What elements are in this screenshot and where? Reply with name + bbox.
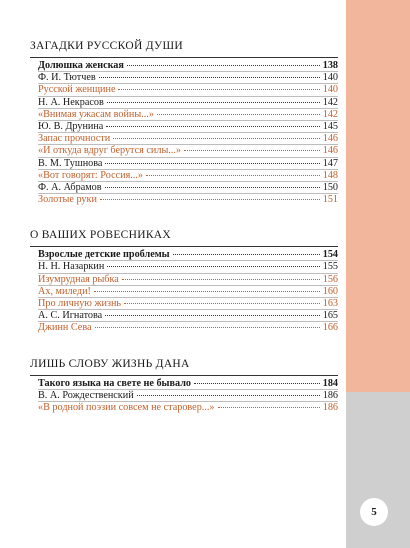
entry-page-number: 145 bbox=[322, 120, 338, 132]
toc-entry[interactable] bbox=[30, 402, 338, 413]
dot-leader bbox=[105, 187, 320, 188]
entry-title: Н. А. Некрасов bbox=[38, 96, 104, 108]
entry-page-number: 156 bbox=[322, 273, 338, 285]
entry-page-number: 163 bbox=[322, 298, 338, 309]
dot-leader bbox=[99, 77, 320, 78]
entry-title: Н. Н. Назаркин bbox=[38, 261, 105, 273]
toc-entry[interactable] bbox=[30, 390, 338, 401]
dot-leader bbox=[107, 266, 319, 267]
toc-entry[interactable] bbox=[30, 322, 338, 333]
toc-entry[interactable] bbox=[30, 97, 338, 108]
section-spacer bbox=[30, 334, 338, 356]
entry-title: Взрослые детские проблемы bbox=[38, 249, 170, 261]
dot-leader bbox=[95, 327, 320, 328]
toc-entry[interactable] bbox=[30, 109, 338, 120]
dot-leader bbox=[218, 407, 320, 408]
toc-entry[interactable] bbox=[30, 158, 338, 169]
entry-page-number: 146 bbox=[322, 145, 338, 157]
section-spacer bbox=[30, 205, 338, 227]
entry-page-number: 147 bbox=[322, 157, 338, 169]
toc-entry[interactable] bbox=[30, 84, 338, 95]
dot-leader bbox=[124, 303, 320, 304]
dot-leader bbox=[137, 395, 320, 396]
entry-page-number: 151 bbox=[322, 194, 338, 206]
toc-entry[interactable] bbox=[30, 182, 338, 193]
entry-page-number: 166 bbox=[322, 322, 338, 334]
entry-title: Ю. В. Друнина bbox=[38, 120, 104, 132]
toc-entry[interactable] bbox=[30, 121, 338, 132]
entry-title: Запас прочности bbox=[38, 133, 111, 145]
entry-title: Русской женщине bbox=[38, 84, 116, 96]
entry-page-number: 148 bbox=[322, 169, 338, 181]
section-title: ЛИШЬ СЛОВУ ЖИЗНЬ ДАНА bbox=[30, 357, 190, 370]
entry-title: Такого языка на свете не бывало bbox=[38, 377, 192, 389]
entry-title: «В родной поэзии совсем не старовер...» bbox=[38, 401, 215, 413]
dot-leader bbox=[184, 150, 320, 151]
toc-entry[interactable] bbox=[30, 249, 338, 260]
toc-entry[interactable] bbox=[30, 378, 338, 389]
entry-page-number: 186 bbox=[322, 389, 338, 401]
toc-entry[interactable] bbox=[30, 286, 338, 297]
table-of-contents bbox=[30, 38, 338, 413]
toc-entry[interactable] bbox=[30, 133, 338, 144]
dot-leader bbox=[194, 383, 320, 384]
entry-title: А. С. Игнатова bbox=[38, 310, 103, 322]
dot-leader bbox=[100, 199, 320, 200]
toc-entry[interactable] bbox=[30, 145, 338, 156]
entry-title: Золотые руки bbox=[38, 194, 97, 206]
section-title: ЗАГАДКИ РУССКОЙ ДУШИ bbox=[30, 40, 183, 52]
entry-title: Про личную жизнь bbox=[38, 298, 122, 309]
entry-page-number: 155 bbox=[322, 261, 338, 273]
entry-page-number: 140 bbox=[322, 84, 338, 96]
toc-entry[interactable] bbox=[30, 261, 338, 272]
section-title: О ВАШИХ РОВЕСНИКАХ bbox=[30, 229, 172, 242]
entry-page-number: 186 bbox=[322, 401, 338, 413]
toc-section bbox=[30, 356, 338, 414]
section-divider bbox=[30, 246, 338, 247]
section-divider bbox=[30, 57, 338, 58]
entry-title: Изумрудная рыбка bbox=[38, 273, 119, 285]
toc-entry[interactable] bbox=[30, 60, 338, 71]
entry-page-number: 160 bbox=[322, 285, 338, 297]
entry-title: Ф. И. Тютчев bbox=[38, 72, 96, 84]
entry-page-number: 146 bbox=[322, 133, 338, 145]
dot-leader bbox=[106, 126, 319, 127]
entry-page-number: 138 bbox=[322, 60, 338, 71]
entry-title: Джинн Сева bbox=[38, 322, 92, 334]
toc-section bbox=[30, 227, 338, 333]
entry-page-number: 142 bbox=[322, 96, 338, 108]
dot-leader bbox=[118, 89, 319, 90]
toc-entry[interactable] bbox=[30, 274, 338, 285]
entry-page-number: 142 bbox=[322, 108, 338, 120]
dot-leader bbox=[113, 138, 319, 139]
toc-entry[interactable] bbox=[30, 298, 338, 309]
dot-leader bbox=[122, 279, 320, 280]
entry-title: Долюшка женская bbox=[38, 60, 124, 71]
dot-leader bbox=[107, 102, 320, 103]
dot-leader bbox=[157, 114, 320, 115]
entry-title: «Внимая ужасам войны...» bbox=[38, 108, 154, 120]
page-number-badge bbox=[360, 498, 388, 526]
dot-leader bbox=[127, 65, 320, 66]
dot-leader bbox=[105, 315, 320, 316]
dot-leader bbox=[94, 291, 320, 292]
entry-page-number: 165 bbox=[322, 310, 338, 322]
page-number: 5 bbox=[371, 506, 377, 518]
toc-entry[interactable] bbox=[30, 310, 338, 321]
toc-entry[interactable] bbox=[30, 170, 338, 181]
entry-page-number: 184 bbox=[322, 377, 338, 389]
entry-page-number: 154 bbox=[322, 249, 338, 261]
entry-title: «И откуда вдруг берутся силы...» bbox=[38, 145, 182, 157]
toc-entry[interactable] bbox=[30, 194, 338, 205]
dot-leader bbox=[173, 254, 320, 255]
entry-title: В. М. Тушнова bbox=[38, 157, 103, 169]
toc-entry[interactable] bbox=[30, 72, 338, 83]
entry-page-number: 150 bbox=[322, 181, 338, 193]
side-accent-band bbox=[346, 0, 410, 392]
dot-leader bbox=[105, 163, 319, 164]
entry-page-number: 140 bbox=[322, 72, 338, 84]
side-margin-bar bbox=[346, 0, 410, 548]
toc-section bbox=[30, 38, 338, 205]
dot-leader bbox=[146, 175, 320, 176]
section-divider bbox=[30, 375, 338, 376]
entry-title: В. А. Рождественский bbox=[38, 389, 134, 401]
entry-title: Ах, миледи! bbox=[38, 285, 91, 297]
entry-title: Ф. А. Абрамов bbox=[38, 181, 102, 193]
entry-title: «Вот говорят: Россия...» bbox=[38, 169, 143, 181]
